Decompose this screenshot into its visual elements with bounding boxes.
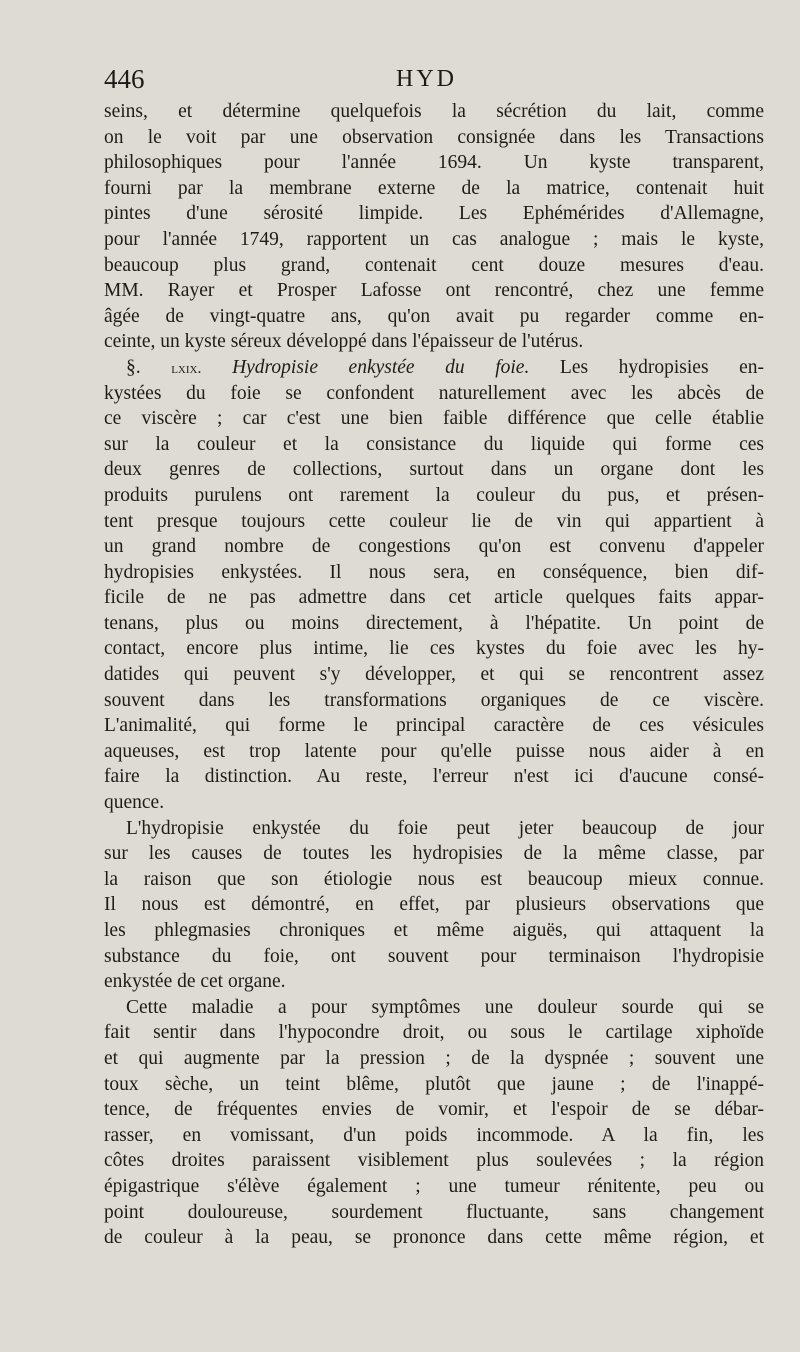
text-line: enkystée de cet organe. <box>104 971 286 993</box>
text-line: L'animalité, qui forme le principal caractère de ces vésicules <box>104 715 764 737</box>
section-first-line: Les hydropisies en- <box>559 356 764 378</box>
text-line: MM. Rayer et Prosper Lafosse ont rencontré, chez une femme <box>104 280 764 302</box>
text-line: et qui augmente par la pression ; de la dyspnée ; souvent une <box>104 1047 764 1069</box>
text-line: les phlegmasies chroniques et même aiguës, qui attaquent la <box>104 920 764 941</box>
text-line: côtes droites paraissent visiblement plus soulevées ; la région <box>104 1150 764 1172</box>
running-head: HYD <box>396 66 457 92</box>
text-line: Il nous est démontré, en effet, par plusieurs observations que <box>104 894 764 916</box>
text-line: faire la distinction. Au reste, l'erreur n'est ici d'aucune consé- <box>104 766 764 788</box>
text-line: épigastrique s'élève également ; une tumeur rénitente, peu ou <box>104 1175 764 1197</box>
text-line: rasser, en vomissant, d'un poids incommode. A la fin, les <box>104 1124 764 1146</box>
page-number: 446 <box>104 64 145 94</box>
text-line: âgée de vingt-quatre ans, qu'on avait pu regarder comme en- <box>104 305 764 327</box>
section-marker: §. <box>126 356 141 378</box>
text-line: point douloureuse, sourdement fluctuante, sans changement <box>104 1201 764 1223</box>
text-line: pour l'année 1749, rapportent un cas analogue ; mais le kyste, <box>104 228 764 250</box>
text-line: sur la couleur et la consistance du liquide qui forme ces <box>104 433 764 455</box>
text-line: produits purulens ont rarement la couleur du pus, et présen- <box>104 484 764 506</box>
text-line: on le voit par une observation consignée dans les Transactions <box>104 126 764 148</box>
text-line: contact, encore plus intime, lie ces kystes du foie avec les hy- <box>104 638 764 660</box>
text-line: de couleur à la peau, se prononce dans cette même région, et <box>104 1227 764 1249</box>
text-line: aqueuses, est trop latente pour qu'elle puisse nous aider à en <box>104 740 764 762</box>
text-line: hydropisies enkystées. Il nous sera, en conséquence, bien dif- <box>104 561 764 583</box>
text-line: ce viscère ; car c'est une bien faible différence que celle établie <box>104 408 764 430</box>
text-line: souvent dans les transformations organiques de ce viscère. <box>104 689 764 711</box>
text-line: L'hydropisie enkystée du foie peut jeter beaucoup de jour <box>126 817 764 839</box>
text-line: toux sèche, un teint blême, plutôt que jaune ; de l'inappé- <box>104 1073 764 1095</box>
section-title: Hydropisie enkystée du foie. <box>232 356 530 378</box>
text-line: ficile de ne pas admettre dans cet article quelques faits appar- <box>104 587 764 609</box>
text-line: la raison que son étiologie nous est beaucoup mieux connue. <box>104 868 764 890</box>
text-line: tenans, plus ou moins directement, à l'hépatite. Un point de <box>104 612 764 634</box>
text-line: ceinte, un kyste séreux développé dans l'épaisseur de l'utérus. <box>104 331 584 353</box>
text-line: datides qui peuvent s'y développer, et qui se rencontrent assez <box>104 664 764 686</box>
text-line: seins, et détermine quelquefois la sécrétion du lait, comme <box>104 101 764 122</box>
text-line: fourni par la membrane externe de la matrice, contenait huit <box>104 177 764 199</box>
text-line: sur les causes de toutes les hydropisies de la même classe, par <box>104 843 764 865</box>
text-line: philosophiques pour l'année 1694. Un kyste transparent, <box>104 152 764 174</box>
text-line: fait sentir dans l'hypocondre droit, ou sous le cartilage xiphoïde <box>104 1022 764 1044</box>
section-number: lxix. <box>171 359 202 377</box>
text-line: beaucoup plus grand, contenait cent douze mesures d'eau. <box>104 254 764 276</box>
text-line: deux genres de collections, surtout dans un organe dont les <box>104 459 764 481</box>
section-heading-line <box>104 355 764 381</box>
body-text <box>104 99 764 1251</box>
text-line: kystées du foie se confondent naturellement avec les abcès de <box>104 382 764 404</box>
text-line: quence. <box>104 792 165 814</box>
text-line: tence, de fréquentes envies de vomir, et l'espoir de se débar- <box>104 1099 764 1121</box>
text-line: Cette maladie a pour symptômes une douleur sourde qui se <box>126 996 764 1018</box>
text-line: un grand nombre de congestions qu'on est convenu d'appeler <box>104 536 764 558</box>
text-line: pintes d'une sérosité limpide. Les Ephémérides d'Allemagne, <box>104 203 764 225</box>
text-line: substance du foie, ont souvent pour terminaison l'hydropisie <box>104 945 764 967</box>
page-header <box>104 64 704 98</box>
text-line: tent presque toujours cette couleur lie de vin qui appartient à <box>104 510 764 532</box>
